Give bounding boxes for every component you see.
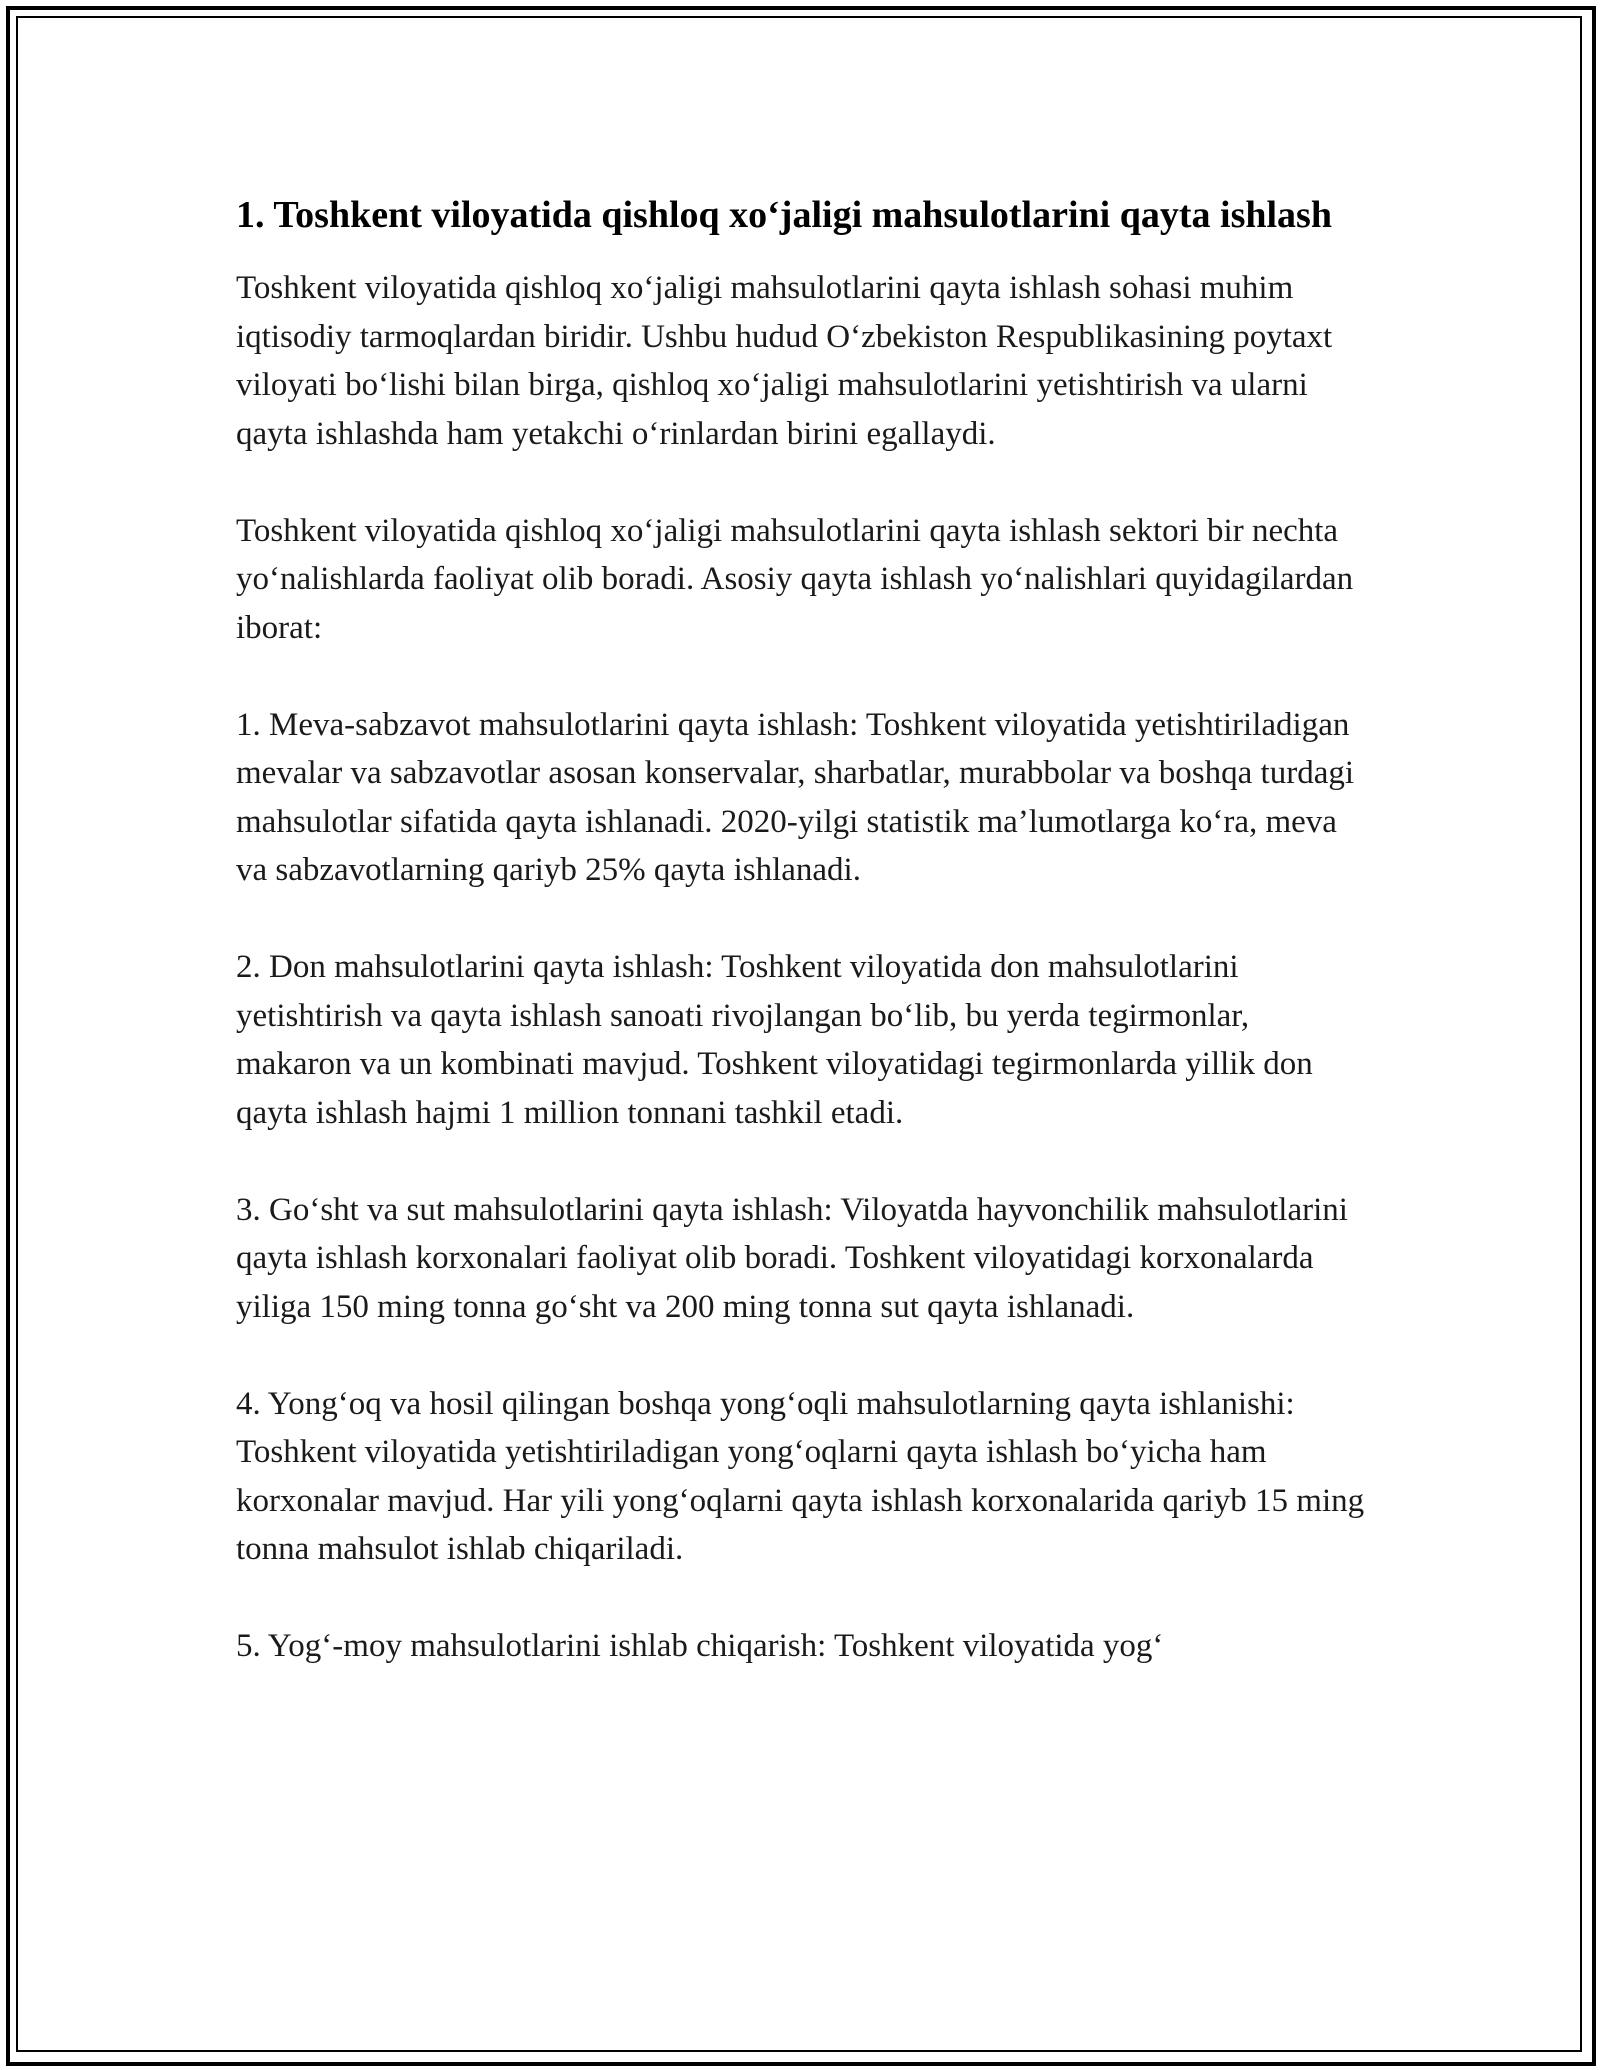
section-heading: 1. Toshkent viloyatida qishloq xo‘jaligi mahsulotlarini qayta ishlash [236,194,1332,236]
list-item-fruit-vegetable: 1. Meva-sabzavot mahsulotlarini qayta ishlash: Toshkent viloyatida yetishtiriladigan mevalar va sabzavotlar asosan konservalar, sharbatlar, murabbolar va boshqa turdagi mahsulotlar sifatida qayta ishlanadi. 2020-yilgi statistik ma’lumotlarga ko‘ra, meva va sabzavotlarning qariyb 25% qayta ishlanadi. [236,706,1355,888]
list-item-oil: 5. Yog‘-moy mahsulotlarini ishlab chiqarish: Toshkent viloyatida yog‘ [236,1628,1164,1664]
document-body [236,188,1366,1671]
paragraph-intro: Toshkent viloyatida qishloq xo‘jaligi mahsulotlarini qayta ishlash sohasi muhim iqtisodiy tarmoqlardan biridir. Ushbu hudud O‘zbekiston Respublikasining poytaxt viloyati bo‘lishi bilan birga, qishloq xo‘jaligi mahsulotlarini yetishtirish va ularni qayta ishlashda ham yetakchi o‘rinlardan birini egallaydi. [236,270,1333,452]
list-item-grain: 2. Don mahsulotlarini qayta ishlash: Toshkent viloyatida don mahsulotlarini yetishtirish va qayta ishlash sanoati rivojlangan bo‘lib, bu yerda tegirmonlar, makaron va un kombinati mavjud. Toshkent viloyatidagi tegirmonlarda yillik don qayta ishlash hajmi 1 million tonnani tashkil etadi. [236,949,1313,1131]
list-item-meat-dairy: 3. Go‘sht va sut mahsulotlarini qayta ishlash: Viloyatda hayvonchilik mahsulotlarini qayta ishlash korxonalari faoliyat olib boradi. Toshkent viloyatidagi korxonalarda yiliga 150 ming tonna go‘sht va 200 ming tonna sut qayta ishlanadi. [236,1191,1348,1325]
paragraph-sectors: Toshkent viloyatida qishloq xo‘jaligi mahsulotlarini qayta ishlash sektori bir nechta yo‘nalishlarda faoliyat olib boradi. Asosiy qayta ishlash yo‘nalishlari quyidagilardan iborat: [236,512,1354,646]
list-item-nuts: 4. Yong‘oq va hosil qilingan boshqa yong‘oqli mahsulotlarning qayta ishlanishi: Toshkent viloyatida yetishtiriladigan yong‘oqlarni qayta ishlash bo‘yicha ham korxonalar mavjud. Har yili yong‘oqlarni qayta ishlash korxonalarida qariyb 15 ming tonna mahsulot ishlab chiqariladi. [236,1385,1365,1567]
